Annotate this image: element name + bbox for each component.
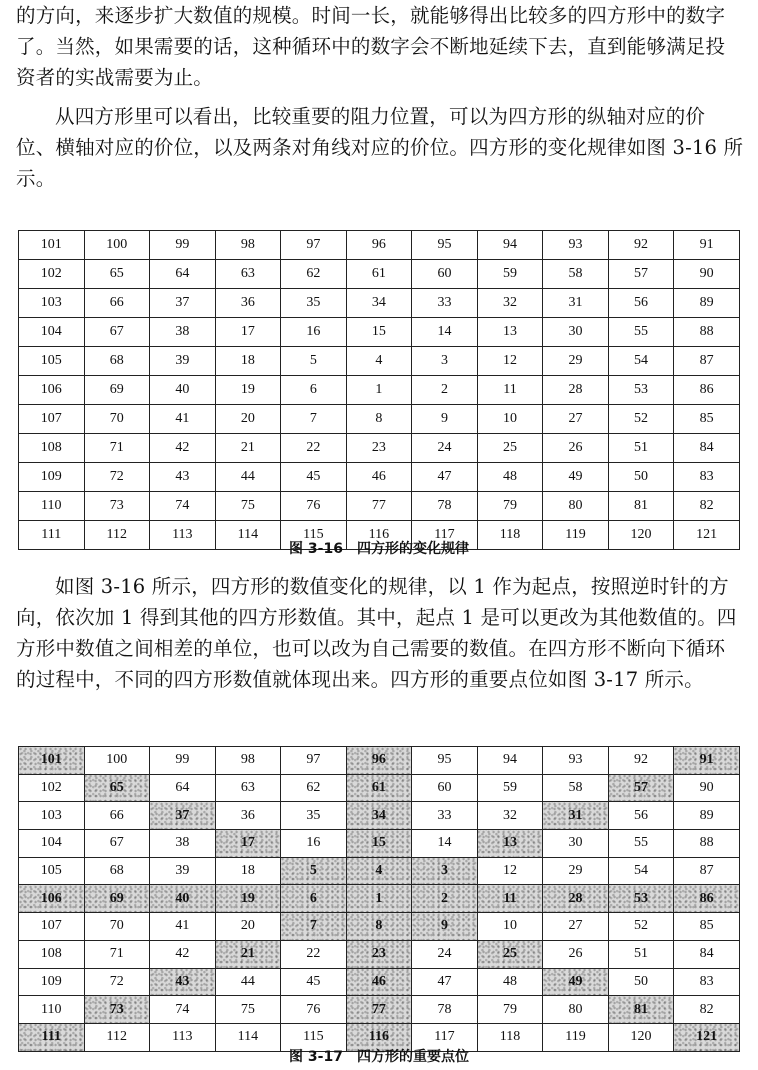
highlighted-cell: 15 xyxy=(346,830,412,858)
table-cell: 119 xyxy=(543,1023,609,1051)
table-cell: 89 xyxy=(674,802,740,830)
table-cell: 40 xyxy=(150,376,216,405)
table-cell: 110 xyxy=(19,996,85,1024)
table-row xyxy=(19,376,740,405)
table-cell: 29 xyxy=(543,347,609,376)
table-cell: 42 xyxy=(150,940,216,968)
table-cell: 16 xyxy=(281,830,347,858)
table-cell: 85 xyxy=(674,913,740,941)
table-cell: 23 xyxy=(346,434,412,463)
table-row xyxy=(19,492,740,521)
figure-caption-3-17: 图 3-17 四方形的重要点位 xyxy=(289,1049,469,1065)
table-cell: 72 xyxy=(84,463,150,492)
table-cell: 24 xyxy=(412,940,478,968)
table-cell: 46 xyxy=(346,463,412,492)
table-cell: 12 xyxy=(477,857,543,885)
table-cell: 27 xyxy=(543,405,609,434)
table-row xyxy=(19,857,740,885)
paragraph-resistance: 从四方形里可以看出，比较重要的阻力位置，可以为四方形的纵轴对应的价位、横轴对应的价位，以及两条对角线对应的价位。四方形的变化规律如图 3-16 所示。 xyxy=(16,105,744,190)
table-cell: 91 xyxy=(674,231,740,260)
table-cell: 30 xyxy=(543,318,609,347)
table-cell: 108 xyxy=(19,434,85,463)
table-cell: 47 xyxy=(412,968,478,996)
table-cell: 118 xyxy=(477,1023,543,1051)
table-cell: 78 xyxy=(412,492,478,521)
table-cell: 120 xyxy=(608,1023,674,1051)
table-cell: 99 xyxy=(150,231,216,260)
table-cell: 116 xyxy=(346,521,412,550)
table-cell: 115 xyxy=(281,1023,347,1051)
highlighted-cell: 77 xyxy=(346,996,412,1024)
square-table-figure-3-17 xyxy=(18,746,740,1052)
table-cell: 87 xyxy=(674,347,740,376)
table-cell: 93 xyxy=(543,231,609,260)
highlighted-cell: 46 xyxy=(346,968,412,996)
table-cell: 106 xyxy=(19,376,85,405)
table-cell: 97 xyxy=(281,231,347,260)
table-cell: 14 xyxy=(412,318,478,347)
table-cell: 59 xyxy=(477,260,543,289)
table-cell: 6 xyxy=(281,376,347,405)
table-row xyxy=(19,463,740,492)
table-cell: 53 xyxy=(608,376,674,405)
table-cell: 10 xyxy=(477,405,543,434)
table-cell: 28 xyxy=(543,376,609,405)
table-cell: 25 xyxy=(477,434,543,463)
table-cell: 44 xyxy=(215,463,281,492)
table-cell: 67 xyxy=(84,318,150,347)
table-cell: 50 xyxy=(608,463,674,492)
table-cell: 117 xyxy=(412,521,478,550)
table-row xyxy=(19,802,740,830)
table-cell: 104 xyxy=(19,830,85,858)
table-cell: 36 xyxy=(215,802,281,830)
highlighted-cell: 3 xyxy=(412,857,478,885)
table-cell: 94 xyxy=(477,231,543,260)
table-cell: 64 xyxy=(150,774,216,802)
table-cell: 26 xyxy=(543,940,609,968)
table-cell: 102 xyxy=(19,260,85,289)
table-row xyxy=(19,260,740,289)
table-row xyxy=(19,913,740,941)
table-cell: 113 xyxy=(150,521,216,550)
table-cell: 42 xyxy=(150,434,216,463)
highlighted-cell: 121 xyxy=(674,1023,740,1051)
table-cell: 98 xyxy=(215,231,281,260)
table-cell: 22 xyxy=(281,434,347,463)
table-cell: 94 xyxy=(477,747,543,775)
table-cell: 105 xyxy=(19,857,85,885)
table-cell: 39 xyxy=(150,857,216,885)
table-cell: 63 xyxy=(215,260,281,289)
highlighted-cell: 6 xyxy=(281,885,347,913)
table-cell: 11 xyxy=(477,376,543,405)
table-cell: 75 xyxy=(215,996,281,1024)
table-cell: 51 xyxy=(608,434,674,463)
table-row xyxy=(19,318,740,347)
table-cell: 52 xyxy=(608,913,674,941)
table-cell: 79 xyxy=(477,996,543,1024)
table-cell: 54 xyxy=(608,857,674,885)
table-row xyxy=(19,940,740,968)
table-row xyxy=(19,405,740,434)
table-cell: 71 xyxy=(84,940,150,968)
figure-caption-3-16: 图 3-16 四方形的变化规律 xyxy=(289,541,469,557)
table-cell: 70 xyxy=(84,405,150,434)
table-cell: 33 xyxy=(412,289,478,318)
table-cell: 100 xyxy=(84,231,150,260)
highlighted-cell: 8 xyxy=(346,913,412,941)
table-cell: 112 xyxy=(84,1023,150,1051)
table-cell: 32 xyxy=(477,802,543,830)
table-cell: 83 xyxy=(674,463,740,492)
table-cell: 100 xyxy=(84,747,150,775)
table-row xyxy=(19,434,740,463)
table-cell: 82 xyxy=(674,492,740,521)
table-cell: 103 xyxy=(19,802,85,830)
table-cell: 18 xyxy=(215,347,281,376)
table-cell: 115 xyxy=(281,521,347,550)
table-cell: 101 xyxy=(19,231,85,260)
table-cell: 88 xyxy=(674,830,740,858)
table-cell: 119 xyxy=(543,521,609,550)
table-cell: 34 xyxy=(346,289,412,318)
table-cell: 62 xyxy=(281,774,347,802)
highlighted-cell: 61 xyxy=(346,774,412,802)
table-cell: 43 xyxy=(150,463,216,492)
table-cell: 78 xyxy=(412,996,478,1024)
table-cell: 12 xyxy=(477,347,543,376)
table-cell: 90 xyxy=(674,774,740,802)
table-cell: 99 xyxy=(150,747,216,775)
table-cell: 95 xyxy=(412,747,478,775)
table-cell: 4 xyxy=(346,347,412,376)
table-cell: 67 xyxy=(84,830,150,858)
table-row xyxy=(19,747,740,775)
table-cell: 74 xyxy=(150,492,216,521)
highlighted-cell: 25 xyxy=(477,940,543,968)
table-cell: 84 xyxy=(674,940,740,968)
square-table-figure-3-16 xyxy=(18,230,740,550)
table-cell: 58 xyxy=(543,260,609,289)
table-cell: 33 xyxy=(412,802,478,830)
highlighted-cell: 1 xyxy=(346,885,412,913)
table-cell: 83 xyxy=(674,968,740,996)
table-cell: 109 xyxy=(19,463,85,492)
highlighted-cell: 17 xyxy=(215,830,281,858)
table-cell: 48 xyxy=(477,968,543,996)
table-cell: 9 xyxy=(412,405,478,434)
highlighted-cell: 116 xyxy=(346,1023,412,1051)
table-cell: 88 xyxy=(674,318,740,347)
table-cell: 80 xyxy=(543,492,609,521)
table-cell: 5 xyxy=(281,347,347,376)
table-cell: 52 xyxy=(608,405,674,434)
table-row xyxy=(19,347,740,376)
table-cell: 38 xyxy=(150,830,216,858)
highlighted-cell: 101 xyxy=(19,747,85,775)
paragraph-explanation: 如图 3-16 所示，四方形的数值变化的规律，以 1 作为起点，按照逆时针的方向，依次加 1 得到其他的四方形数值。其中，起点 1 是可以更改为其他数值的。四方形中数值之间相差的单位，也可以改为自己需要的数值。在四方形不断向下循环的过程中，不同的四方形数值就体现出来。四方形的重要点位如图 3-17 所示。 xyxy=(16,575,737,691)
table-cell: 108 xyxy=(19,940,85,968)
table-cell: 96 xyxy=(346,231,412,260)
table-row xyxy=(19,774,740,802)
highlighted-cell: 13 xyxy=(477,830,543,858)
highlighted-cell: 21 xyxy=(215,940,281,968)
table-cell: 110 xyxy=(19,492,85,521)
table-cell: 113 xyxy=(150,1023,216,1051)
table-cell: 107 xyxy=(19,913,85,941)
highlighted-cell: 86 xyxy=(674,885,740,913)
table-cell: 20 xyxy=(215,405,281,434)
table-cell: 121 xyxy=(674,521,740,550)
table-cell: 36 xyxy=(215,289,281,318)
table-cell: 60 xyxy=(412,774,478,802)
table-cell: 114 xyxy=(215,521,281,550)
table-cell: 107 xyxy=(19,405,85,434)
table-cell: 81 xyxy=(608,492,674,521)
table-cell: 93 xyxy=(543,747,609,775)
table-cell: 66 xyxy=(84,289,150,318)
table-cell: 112 xyxy=(84,521,150,550)
table-cell: 30 xyxy=(543,830,609,858)
table-cell: 102 xyxy=(19,774,85,802)
table-cell: 47 xyxy=(412,463,478,492)
table-cell: 1 xyxy=(346,376,412,405)
table-cell: 79 xyxy=(477,492,543,521)
table-cell: 111 xyxy=(19,521,85,550)
highlighted-cell: 49 xyxy=(543,968,609,996)
table-cell: 70 xyxy=(84,913,150,941)
table-cell: 73 xyxy=(84,492,150,521)
highlighted-cell: 37 xyxy=(150,802,216,830)
table-cell: 114 xyxy=(215,1023,281,1051)
table-cell: 44 xyxy=(215,968,281,996)
table-cell: 62 xyxy=(281,260,347,289)
table-cell: 86 xyxy=(674,376,740,405)
highlighted-cell: 111 xyxy=(19,1023,85,1051)
highlighted-cell: 81 xyxy=(608,996,674,1024)
table-cell: 24 xyxy=(412,434,478,463)
highlighted-cell: 2 xyxy=(412,885,478,913)
table-cell: 35 xyxy=(281,802,347,830)
table-cell: 82 xyxy=(674,996,740,1024)
highlighted-cell: 73 xyxy=(84,996,150,1024)
table-row xyxy=(19,289,740,318)
table-cell: 10 xyxy=(477,913,543,941)
table-cell: 49 xyxy=(543,463,609,492)
table-cell: 76 xyxy=(281,492,347,521)
table-cell: 66 xyxy=(84,802,150,830)
table-cell: 50 xyxy=(608,968,674,996)
table-cell: 56 xyxy=(608,289,674,318)
table-cell: 37 xyxy=(150,289,216,318)
table-cell: 20 xyxy=(215,913,281,941)
table-cell: 7 xyxy=(281,405,347,434)
table-cell: 14 xyxy=(412,830,478,858)
table-cell: 31 xyxy=(543,289,609,318)
table-cell: 77 xyxy=(346,492,412,521)
table-cell: 72 xyxy=(84,968,150,996)
table-cell: 15 xyxy=(346,318,412,347)
table-cell: 84 xyxy=(674,434,740,463)
table-cell: 118 xyxy=(477,521,543,550)
table-cell: 41 xyxy=(150,913,216,941)
table-cell: 22 xyxy=(281,940,347,968)
table-cell: 97 xyxy=(281,747,347,775)
highlighted-cell: 69 xyxy=(84,885,150,913)
table-cell: 120 xyxy=(608,521,674,550)
highlighted-cell: 7 xyxy=(281,913,347,941)
table-cell: 87 xyxy=(674,857,740,885)
table-cell: 27 xyxy=(543,913,609,941)
highlighted-cell: 43 xyxy=(150,968,216,996)
table-cell: 8 xyxy=(346,405,412,434)
highlighted-cell: 4 xyxy=(346,857,412,885)
table-cell: 103 xyxy=(19,289,85,318)
table-cell: 56 xyxy=(608,802,674,830)
table-cell: 89 xyxy=(674,289,740,318)
table-cell: 85 xyxy=(674,405,740,434)
highlighted-cell: 5 xyxy=(281,857,347,885)
table-cell: 60 xyxy=(412,260,478,289)
table-cell: 68 xyxy=(84,347,150,376)
table-cell: 45 xyxy=(281,968,347,996)
highlighted-cell: 31 xyxy=(543,802,609,830)
table-cell: 19 xyxy=(215,376,281,405)
table-cell: 105 xyxy=(19,347,85,376)
table-cell: 16 xyxy=(281,318,347,347)
table-cell: 90 xyxy=(674,260,740,289)
table-cell: 45 xyxy=(281,463,347,492)
highlighted-cell: 96 xyxy=(346,747,412,775)
table-cell: 80 xyxy=(543,996,609,1024)
table-cell: 109 xyxy=(19,968,85,996)
highlighted-cell: 23 xyxy=(346,940,412,968)
table-cell: 92 xyxy=(608,231,674,260)
table-cell: 59 xyxy=(477,774,543,802)
table-cell: 17 xyxy=(215,318,281,347)
table-row xyxy=(19,996,740,1024)
table-cell: 65 xyxy=(84,260,150,289)
highlighted-cell: 40 xyxy=(150,885,216,913)
paragraph-intro: 的方向，来逐步扩大数值的规模。时间一长，就能够得出比较多的四方形中的数字了。当然，如果需要的话，这种循环中的数字会不断地延续下去，直到能够满足投资者的实战需要为止。 xyxy=(16,4,726,89)
table-cell: 55 xyxy=(608,318,674,347)
table-cell: 32 xyxy=(477,289,543,318)
table-cell: 35 xyxy=(281,289,347,318)
table-row xyxy=(19,231,740,260)
table-cell: 71 xyxy=(84,434,150,463)
table-cell: 55 xyxy=(608,830,674,858)
highlighted-cell: 28 xyxy=(543,885,609,913)
highlighted-cell: 53 xyxy=(608,885,674,913)
table-cell: 69 xyxy=(84,376,150,405)
table-cell: 76 xyxy=(281,996,347,1024)
table-cell: 64 xyxy=(150,260,216,289)
table-cell: 41 xyxy=(150,405,216,434)
table-row xyxy=(19,830,740,858)
table-cell: 75 xyxy=(215,492,281,521)
table-cell: 57 xyxy=(608,260,674,289)
highlighted-cell: 91 xyxy=(674,747,740,775)
highlighted-cell: 11 xyxy=(477,885,543,913)
table-cell: 51 xyxy=(608,940,674,968)
table-cell: 39 xyxy=(150,347,216,376)
table-cell: 2 xyxy=(412,376,478,405)
highlighted-cell: 106 xyxy=(19,885,85,913)
table-cell: 74 xyxy=(150,996,216,1024)
highlighted-cell: 65 xyxy=(84,774,150,802)
table-cell: 48 xyxy=(477,463,543,492)
highlighted-cell: 57 xyxy=(608,774,674,802)
table-cell: 26 xyxy=(543,434,609,463)
table-row xyxy=(19,885,740,913)
table-cell: 95 xyxy=(412,231,478,260)
table-cell: 13 xyxy=(477,318,543,347)
table-cell: 58 xyxy=(543,774,609,802)
highlighted-cell: 9 xyxy=(412,913,478,941)
table-cell: 61 xyxy=(346,260,412,289)
highlighted-cell: 34 xyxy=(346,802,412,830)
table-cell: 92 xyxy=(608,747,674,775)
table-cell: 29 xyxy=(543,857,609,885)
table-cell: 54 xyxy=(608,347,674,376)
table-cell: 63 xyxy=(215,774,281,802)
table-cell: 104 xyxy=(19,318,85,347)
table-cell: 38 xyxy=(150,318,216,347)
table-row xyxy=(19,968,740,996)
table-cell: 68 xyxy=(84,857,150,885)
highlighted-cell: 19 xyxy=(215,885,281,913)
table-cell: 21 xyxy=(215,434,281,463)
table-cell: 18 xyxy=(215,857,281,885)
table-cell: 3 xyxy=(412,347,478,376)
table-cell: 117 xyxy=(412,1023,478,1051)
table-cell: 98 xyxy=(215,747,281,775)
